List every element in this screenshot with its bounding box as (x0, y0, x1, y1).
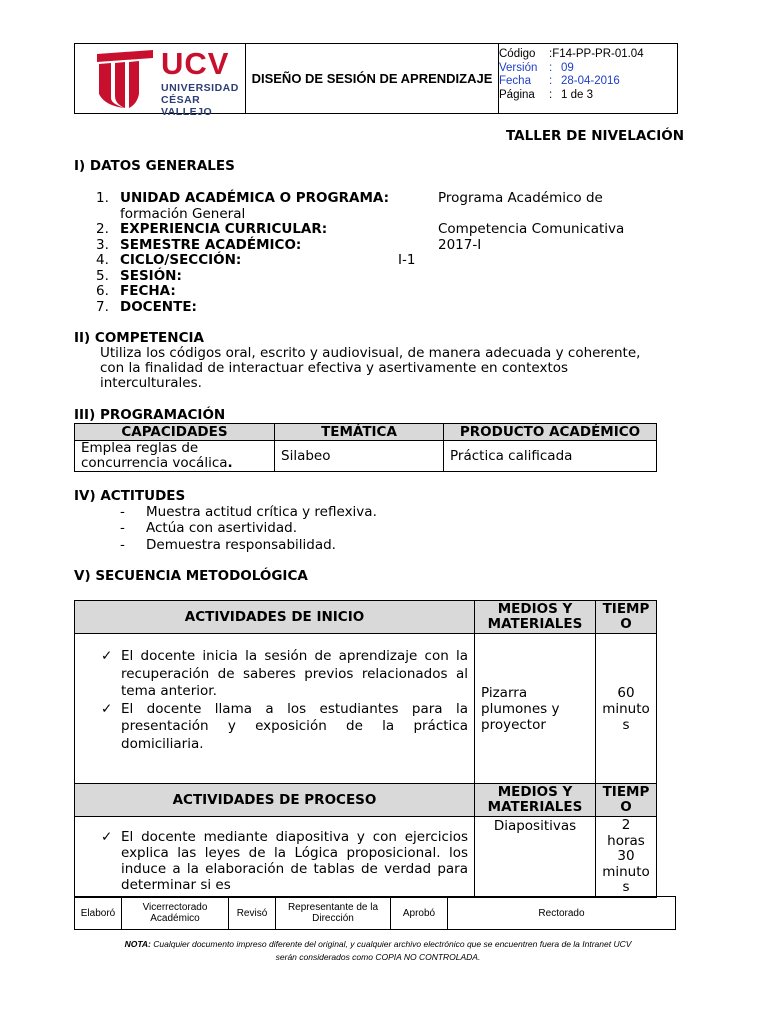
cell-capacidad (75, 441, 275, 472)
inicio-activities (75, 634, 475, 784)
table-row (75, 441, 657, 472)
tiempo-line: s (622, 716, 630, 733)
medios-header-line: MEDIOS Y (497, 784, 573, 800)
actitud-item: - Muestra actitud crítica y reflexiva. (120, 504, 377, 520)
logo-line-2: CÉSAR VALLEJO (161, 94, 213, 118)
approval-row (75, 897, 676, 930)
item-label: CICLO/SECCIÓN: (120, 252, 242, 268)
col-capacidades: CAPACIDADES (75, 424, 275, 441)
section-4-title: IV) ACTITUDES (74, 488, 186, 504)
cell-aprobo: Aprobó (391, 897, 448, 930)
ucv-logo (75, 44, 246, 118)
meta-sep: : (549, 48, 553, 60)
item-label: EXPERIENCIA CURRICULAR: (120, 221, 328, 237)
activity-item (95, 701, 468, 754)
col-producto: PRODUCTO ACADÉMICO (444, 424, 657, 441)
tiempo-line: 60 (617, 684, 635, 701)
approval-table (74, 896, 676, 930)
item-label: DOCENTE: (120, 299, 197, 315)
col-tematica: TEMÁTICA (275, 424, 444, 441)
proceso-clip (95, 829, 468, 891)
item-number: 1. (96, 190, 109, 206)
competencia-line: Utiliza los códigos oral, escrito y audiovisual, de manera adecuada y coherente, (100, 345, 641, 361)
meta-value: 09 (561, 61, 574, 74)
activity-text: El docente inicia la sesión de aprendizaje con la recuperación de saberes previos relacionados al tema anterior. (121, 648, 468, 699)
proceso-tiempo (596, 817, 657, 898)
actitud-text: Demuestra responsabilidad. (146, 537, 336, 553)
meta-key: Versión (499, 61, 538, 74)
medio-line: Pizarra (481, 684, 528, 701)
medios-header-line: MATERIALES (487, 616, 583, 632)
meta-key: Código (499, 48, 536, 60)
cell-tematica: Silabeo (275, 441, 444, 472)
proceso-medios (475, 817, 596, 898)
inicio-header-row (75, 601, 657, 634)
medios-header-line: MATERIALES (487, 799, 583, 815)
tiempo-line: horas (607, 832, 645, 849)
note-text: serán considerados como COPIA NO CONTROLADA. (275, 952, 481, 962)
taller-title: TALLER DE NIVELACIÓN (506, 128, 685, 144)
tiempo-header (596, 784, 657, 817)
cell-vicerrectorado: Vicerrectorado Académico (122, 897, 229, 930)
meta-sep: : (549, 88, 553, 101)
tiempo-header-line: TIEMP (602, 784, 650, 800)
checkmark-icon: ✓ (101, 829, 113, 845)
cell-rectorado: Rectorado (448, 897, 676, 930)
cell-producto: Práctica calificada (444, 441, 657, 472)
medio-line: plumones y (481, 700, 560, 717)
section-5-title: V) SECUENCIA METODOLÓGICA (74, 568, 308, 584)
item-value-continued: formación General (120, 206, 246, 222)
table-header-row (75, 424, 657, 441)
item-value: Competencia Comunicativa (438, 221, 625, 237)
inicio-medios (475, 634, 596, 784)
section-2-title: II) COMPETENCIA (74, 330, 204, 346)
actitud-item: - Actúa con asertividad. (120, 520, 298, 536)
item-number: 7. (96, 299, 109, 315)
competencia-line: interculturales. (100, 375, 202, 391)
activity-item (95, 829, 468, 891)
checkmark-icon: ✓ (101, 700, 113, 717)
logo-brand: UCV (161, 46, 230, 81)
meta-value: F14-PP-PR-01.04 (552, 48, 644, 60)
tiempo-header-line: TIEMP (602, 601, 650, 617)
meta-key: Página (499, 88, 535, 101)
meta-key: Fecha (499, 75, 531, 87)
medio-line: proyector (481, 716, 546, 733)
item-number: 4. (96, 252, 109, 268)
tiempo-header-line: O (620, 799, 632, 815)
proceso-activities (75, 817, 475, 898)
meta-version (499, 62, 677, 76)
medios-header (475, 601, 596, 634)
programacion-table (74, 423, 657, 472)
cell-reviso: Revisó (229, 897, 276, 930)
actitud-text: Actúa con asertividad. (146, 520, 298, 536)
activity-text: El docente mediante diapositiva y con ejercicios explica las leyes de la Lógica proposicional. los induce a la elaboración de tablas de verdad para determinar si es (121, 829, 468, 891)
inicio-header: ACTIVIDADES DE INICIO (75, 601, 475, 634)
inicio-tiempo (596, 634, 657, 784)
tiempo-line: 2 (621, 817, 631, 833)
doc-meta (499, 48, 677, 102)
meta-pagina (499, 89, 677, 103)
meta-value: 1 de 3 (561, 88, 593, 101)
actitud-text: Muestra actitud crítica y reflexiva. (146, 504, 377, 520)
meta-sep: : (549, 61, 553, 74)
activity-text: El docente llama a los estudiantes para la presentación y exposición de la práctica domiciliaria. (121, 700, 468, 752)
tiempo-line: 30 (617, 848, 635, 864)
document-header (74, 43, 678, 118)
item-number: 5. (96, 268, 109, 284)
footer-note (74, 938, 682, 964)
secuencia-table (74, 600, 657, 898)
tiempo-line: s (622, 879, 630, 895)
item-label: UNIDAD ACADÉMICA O PROGRAMA: (120, 190, 389, 206)
item-value: Programa Académico de (438, 190, 603, 206)
logo-line-1: UNIVERSIDAD (161, 82, 239, 94)
activity-item (95, 648, 468, 701)
medios-header-line: MEDIOS Y (497, 601, 573, 617)
tiempo-line: minuto (602, 700, 650, 717)
section-1-title: I) DATOS GENERALES (74, 158, 235, 174)
item-number: 3. (96, 237, 109, 253)
proceso-header-row (75, 784, 657, 817)
medio-line: Diapositivas (493, 818, 577, 834)
section-3-title: III) PROGRAMACIÓN (74, 407, 226, 423)
item-value: I-1 (398, 252, 416, 268)
meta-fecha (499, 75, 677, 89)
tiempo-line: minuto (602, 863, 650, 880)
proceso-row (75, 817, 657, 898)
cell-elaboro: Elaboró (75, 897, 122, 930)
capacidad-line: concurrencia vocálica (81, 455, 228, 471)
checkmark-icon: ✓ (101, 648, 113, 664)
ucv-shield-icon (95, 48, 155, 110)
doc-title: DISEÑO DE SESIÓN DE APRENDIZAJE (246, 44, 499, 113)
proceso-header: ACTIVIDADES DE PROCESO (75, 784, 475, 817)
logo-wordmark (161, 46, 245, 118)
medios-header (475, 784, 596, 817)
meta-sep: : (549, 75, 553, 87)
competencia-line: con la finalidad de interactuar efectiva y asertivamente en contextos (100, 360, 569, 376)
actitud-item: - Demuestra responsabilidad. (120, 537, 336, 553)
capacidad-line: Emplea reglas de (81, 440, 199, 456)
tiempo-header-line: O (620, 616, 632, 632)
note-text: Cualquier documento impreso diferente del original, y cualquier archivo electrónico que se encuentren fuera de la Intranet UCV (153, 939, 632, 949)
tiempo-header (596, 601, 657, 634)
item-label: SEMESTRE ACADÉMICO: (120, 237, 302, 253)
meta-value: 28-04-2016 (561, 75, 620, 87)
item-number: 2. (96, 221, 109, 237)
item-label: SESIÓN: (120, 268, 182, 284)
item-value: 2017-I (438, 237, 482, 253)
inicio-row (75, 634, 657, 784)
item-label: FECHA: (120, 283, 176, 299)
note-label: NOTA: (124, 939, 151, 949)
cell-representante: Representante de la Dirección (276, 897, 391, 930)
meta-codigo (499, 48, 677, 62)
item-number: 6. (96, 283, 109, 299)
capacidad-end: . (227, 455, 233, 471)
